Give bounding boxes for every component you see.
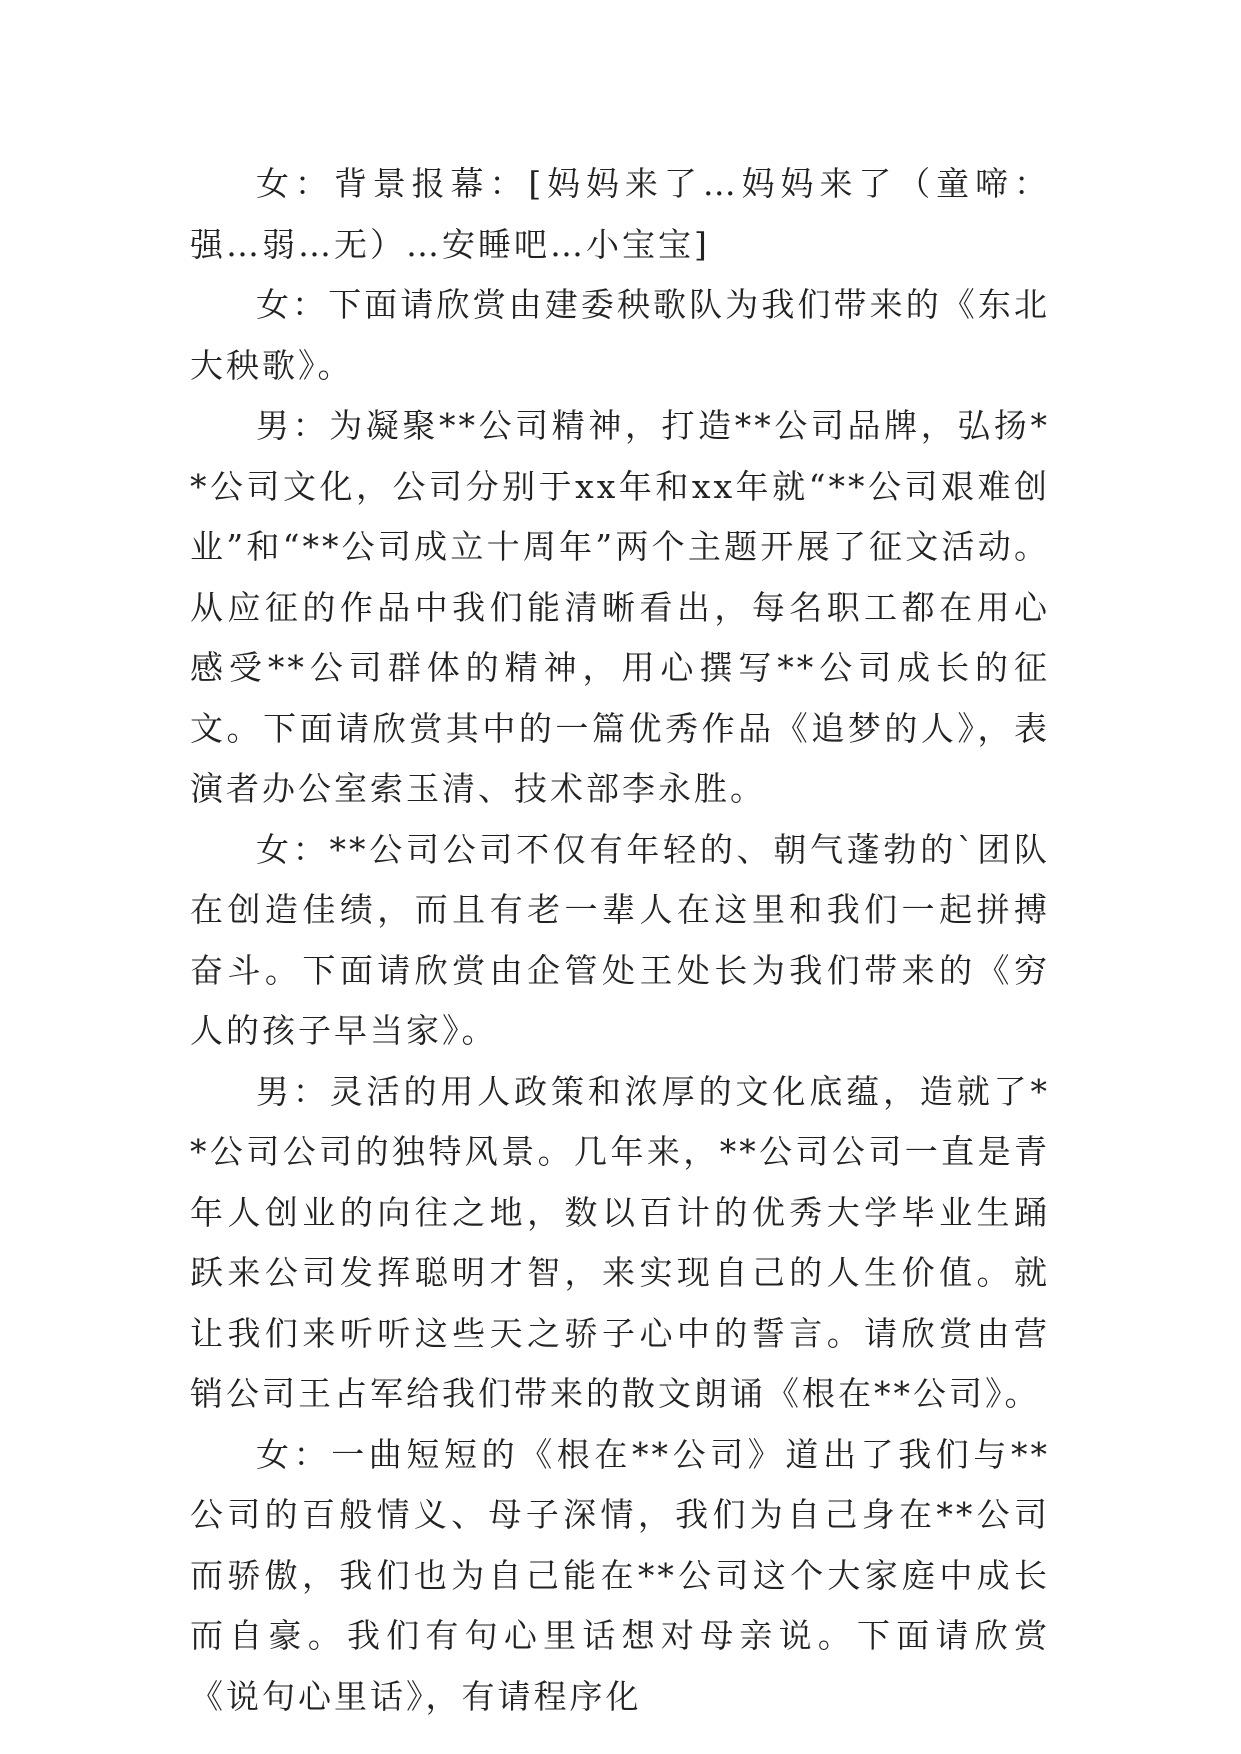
paragraph-announcement: 女：背景报幕：[妈妈来了…妈妈来了（童啼：强…弱…无）…安睡吧…小宝宝] xyxy=(190,164,1050,264)
document-body xyxy=(190,154,1050,1727)
paragraph-essay-intro: 男：为凝聚**公司精神，打造**公司品牌，弘扬**公司文化，公司分别于xx年和xx年就“**公司艰难创业”和“**公司成立十周年”两个主题开展了征文活动。从应征的作品中我们能清晰看出，每名职工都在用心感受**公司群体的精神，用心撰写**公司成长的征文。下面请欣赏其中的一篇优秀作品《追梦的人》，表演者办公室索玉清、技术部李永胜。 xyxy=(190,406,1050,808)
paragraph-song-intro: 女：一曲短短的《根在**公司》道出了我们与**公司的百般情义、母子深情，我们为自己身在**公司而骄傲，我们也为自己能在**公司这个大家庭中成长而自豪。我们有句心里话想对母亲说。下面请欣赏《说句心里话》，有请程序化 xyxy=(190,1434,1050,1716)
paragraph-recitation-intro: 男：灵活的用人政策和浓厚的文化底蕴，造就了**公司公司的独特风景。几年来，**公司公司一直是青年人创业的向往之地，数以百计的优秀大学毕业生踊跃来公司发挥聪明才智，来实现自己的人生价值。就让我们来听听这些天之骄子心中的誓言。请欣赏由营销公司王占军给我们带来的散文朗诵《根在**公司》。 xyxy=(190,1071,1050,1413)
paragraph-veteran-intro: 女：**公司公司不仅有年轻的、朝气蓬勃的`团队在创造佳绩，而且有老一辈人在这里和我们一起拼搏奋斗。下面请欣赏由企管处王处长为我们带来的《穷人的孩子早当家》。 xyxy=(190,829,1050,1050)
paragraph-yangge-intro: 女：下面请欣赏由建委秧歌队为我们带来的《东北大秧歌》。 xyxy=(190,285,1050,385)
